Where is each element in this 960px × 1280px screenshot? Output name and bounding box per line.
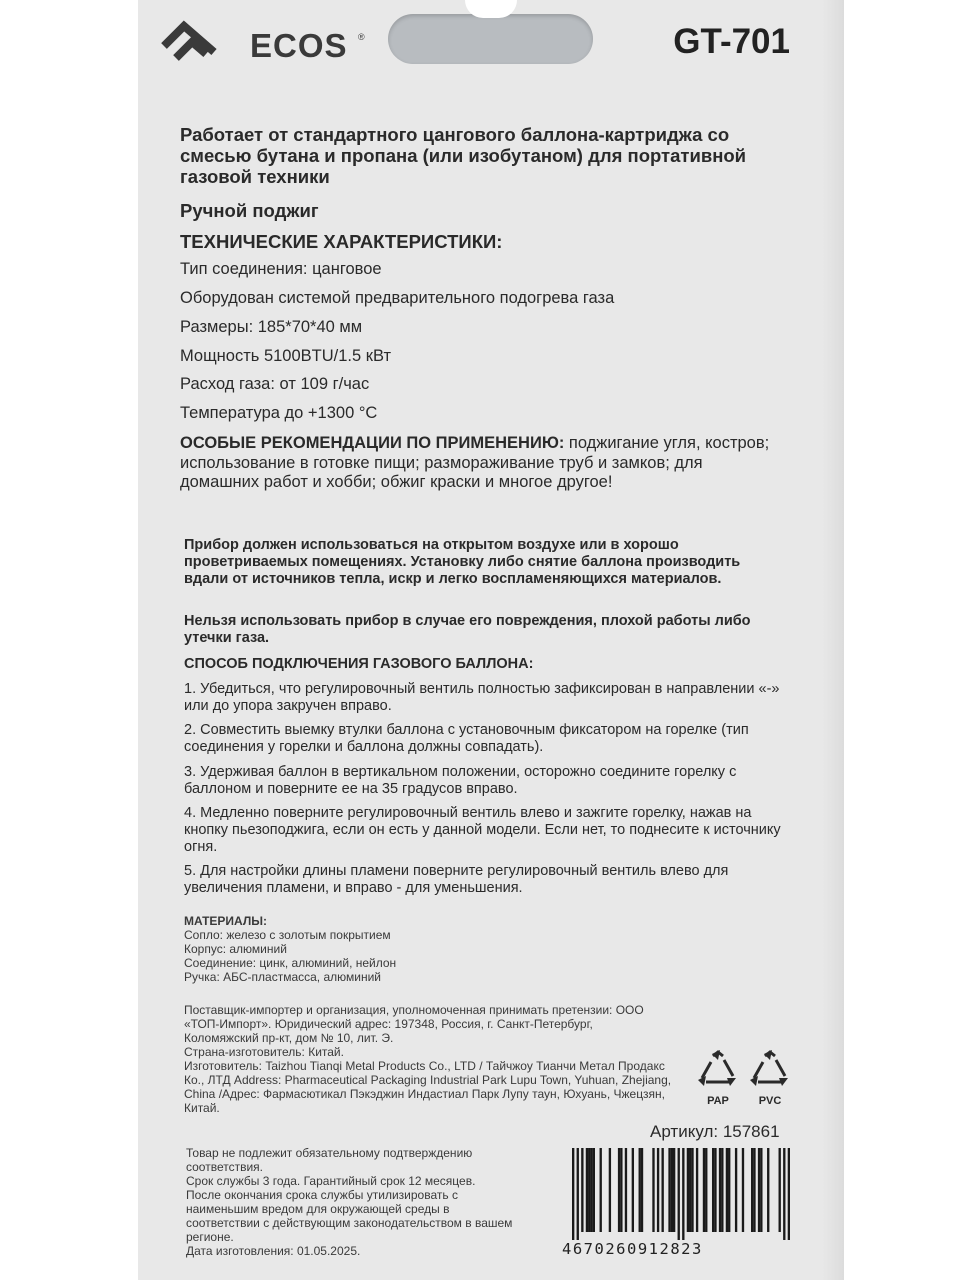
barcode-bar	[581, 1148, 583, 1232]
barcode-graphic	[572, 1148, 790, 1240]
barcode-bar	[767, 1148, 769, 1232]
brand-name: ECOS	[250, 27, 348, 64]
recycle-pvc	[748, 1050, 792, 1107]
barcode-bar	[682, 1148, 684, 1240]
barcode-bar	[719, 1148, 721, 1232]
barcode-bar	[726, 1148, 728, 1232]
barcode-bar	[691, 1148, 693, 1232]
barcode-bar	[593, 1148, 595, 1232]
footer-text: Дата изготовления: 01.05.2025.	[186, 1244, 361, 1258]
barcode-bar	[661, 1148, 663, 1232]
barcode-bar	[783, 1148, 785, 1240]
barcode-bar	[751, 1148, 753, 1232]
material-item: Ручка: АБС-пластмасса, алюминий	[184, 970, 381, 984]
intro-text: Работает от стандартного цангового баллона-картриджа со смесью бутана и пропана (или изобутаном) для портативной газовой техники	[180, 124, 747, 187]
spec-item: Температура до +1300 °С	[180, 404, 378, 422]
article-number: Артикул: 157861	[650, 1122, 780, 1141]
connection-step: 3. Удерживая баллон в вертикальном положении, осторожно соедините горелку с баллоном и поверните ее на 35 градусов вправо.	[184, 764, 737, 797]
spec-item: Оборудован системой предварительного подогрева газа	[180, 289, 615, 307]
barcode-bar	[673, 1148, 675, 1232]
barcode-bar	[678, 1148, 680, 1240]
footer-text: Товар не подлежит обязательному подтверждению соответствия.	[186, 1146, 473, 1174]
ignition-text: Ручной поджиг	[180, 200, 319, 221]
barcode-bar	[572, 1148, 574, 1240]
model-number: GT-701	[673, 22, 790, 61]
connection-heading: СПОСОБ ПОДКЛЮЧЕНИЯ ГАЗОВОГО БАЛЛОНА:	[184, 656, 534, 672]
connection-step: 1. Убедиться, что регулировочный вентиль полностью зафиксирован в направлении «-» или до упора закручен вправо.	[184, 681, 780, 714]
material-item: Соединение: цинк, алюминий, нейлон	[184, 956, 397, 970]
barcode-bar	[689, 1148, 691, 1232]
recommendations	[180, 434, 780, 493]
barcode-bar	[712, 1148, 714, 1232]
barcode-bar	[687, 1148, 689, 1232]
barcode-bar	[590, 1148, 592, 1232]
footer-text: После окончания срока службы утилизировать с наименьшим вредом для окружающей среды в соответствии с действующим законодательством в вашем регионе.	[186, 1188, 513, 1244]
barcode-bar	[788, 1148, 790, 1240]
warning-text: Прибор должен использоваться на открытом воздухе или в хорошо проветриваемых помещениях. Установку либо снятие баллона производить вдали от источников тепла, искр и легко воспламеняющихся материалов.	[184, 537, 741, 587]
recommendations-text: поджигание угля, костров; использование в готовке пищи; размораживание труб и замков; для домашних работ и хобби; обжиг краски и многое другое!	[180, 434, 770, 491]
connection-step: 2. Совместить выемку втулки баллона с установочным фиксатором на горелке (тип соединения у горелки и баллона должны совпадать).	[184, 722, 749, 755]
barcode-bar	[671, 1148, 673, 1232]
recycle-triangle-icon	[696, 1050, 740, 1090]
barcode-bar	[639, 1148, 641, 1232]
spec-item: Тип соединения: цанговое	[180, 260, 382, 278]
spec-item: Расход газа: от 109 г/час	[180, 375, 370, 393]
recommendations-heading: ОСОБЫЕ РЕКОМЕНДАЦИИ ПО ПРИМЕНЕНИЮ:	[180, 434, 565, 452]
ecos-logo-icon	[154, 12, 224, 68]
barcode-bar	[753, 1148, 755, 1232]
barcode-bar	[652, 1148, 654, 1232]
packaging-card	[138, 0, 844, 1280]
recycle-pap	[696, 1050, 740, 1107]
barcode-bar	[742, 1148, 744, 1232]
barcode-bar	[641, 1148, 643, 1232]
barcode-bar	[721, 1148, 723, 1232]
barcode-bar	[703, 1148, 705, 1232]
supplier-text: Поставщик-импортер и организация, уполномоченная принимать претензии: ООО «ТОП-Импорт». Юридический адрес: 197348, Россия, г. Санкт-Петербург, Коломяжский пр-кт, дом № 10, лит. Э.	[184, 1003, 644, 1045]
barcode-bar	[705, 1148, 707, 1232]
material-item: Корпус: алюминий	[184, 942, 287, 956]
barcode-bar	[779, 1148, 781, 1232]
spec-item: Мощность 5100BTU/1.5 кВт	[180, 347, 392, 365]
warning-text: Нельзя использовать прибор в случае его повреждения, плохой работы либо утечки газа.	[184, 613, 751, 646]
recycle-code: PVC	[758, 1095, 782, 1107]
barcode-bar	[588, 1148, 590, 1232]
barcode-bar	[600, 1148, 602, 1232]
barcode-bar	[618, 1148, 620, 1232]
barcode-bar	[714, 1148, 716, 1232]
barcode-bar	[632, 1148, 634, 1232]
materials-heading: МАТЕРИАЛЫ:	[184, 914, 268, 928]
recycle-triangle-icon	[748, 1050, 792, 1090]
barcode-bar	[657, 1148, 659, 1232]
barcode-number: 4670260912823	[562, 1240, 703, 1258]
barcode-bar	[735, 1148, 737, 1232]
recycle-code: PAP	[707, 1095, 729, 1107]
barcode-bar	[586, 1148, 588, 1232]
spec-item: Размеры: 185*70*40 мм	[180, 318, 363, 336]
connection-step: 5. Для настройки длины пламени поверните регулировочный вентиль влево для увеличения пламени, и вправо - для уменьшения.	[184, 863, 729, 896]
barcode-bar	[760, 1148, 762, 1232]
footer-text: Срок службы 3 года. Гарантийный срок 12 месяцев.	[186, 1174, 476, 1188]
barcode-bar	[609, 1148, 611, 1232]
barcode-bar	[696, 1148, 698, 1232]
connection-step: 4. Медленно поверните регулировочный вентиль влево и зажгите горелку, нажав на кнопку пьезоподжига, если он есть у данной модели. Если нет, то поднесите к источнику огня.	[184, 805, 781, 855]
brand-logo	[154, 12, 365, 68]
barcode-bar	[620, 1148, 622, 1232]
barcode-bar	[668, 1148, 670, 1232]
country-text: Страна-изготовитель: Китай.	[184, 1045, 344, 1059]
material-item: Сопло: железо с золотым покрытием	[184, 928, 391, 942]
manufacturer-text: Изготовитель: Taizhou Tianqi Metal Products Co., LTD / Тайчжоу Тианчи Метал Продакс Ко., ЛТД Address: Pharmaceutical Packaging Industrial Park Lupu Town, Yuhuan, Zhejiang, China /Адрес: Фармасютикал Пэкэджин Индастиал Парк Лупу таун, Юхуань, Чжецзян, Китай.	[184, 1059, 672, 1115]
barcode-bar	[728, 1148, 730, 1232]
barcode-bar	[577, 1148, 579, 1240]
barcode-bar	[758, 1148, 760, 1232]
barcode-bar	[625, 1148, 627, 1232]
card-edge	[822, 0, 844, 1280]
registered-mark: ®	[358, 32, 365, 42]
specs-heading: ТЕХНИЧЕСКИЕ ХАРАКТЕРИСТИКИ:	[180, 231, 503, 252]
hang-hole	[388, 14, 593, 64]
